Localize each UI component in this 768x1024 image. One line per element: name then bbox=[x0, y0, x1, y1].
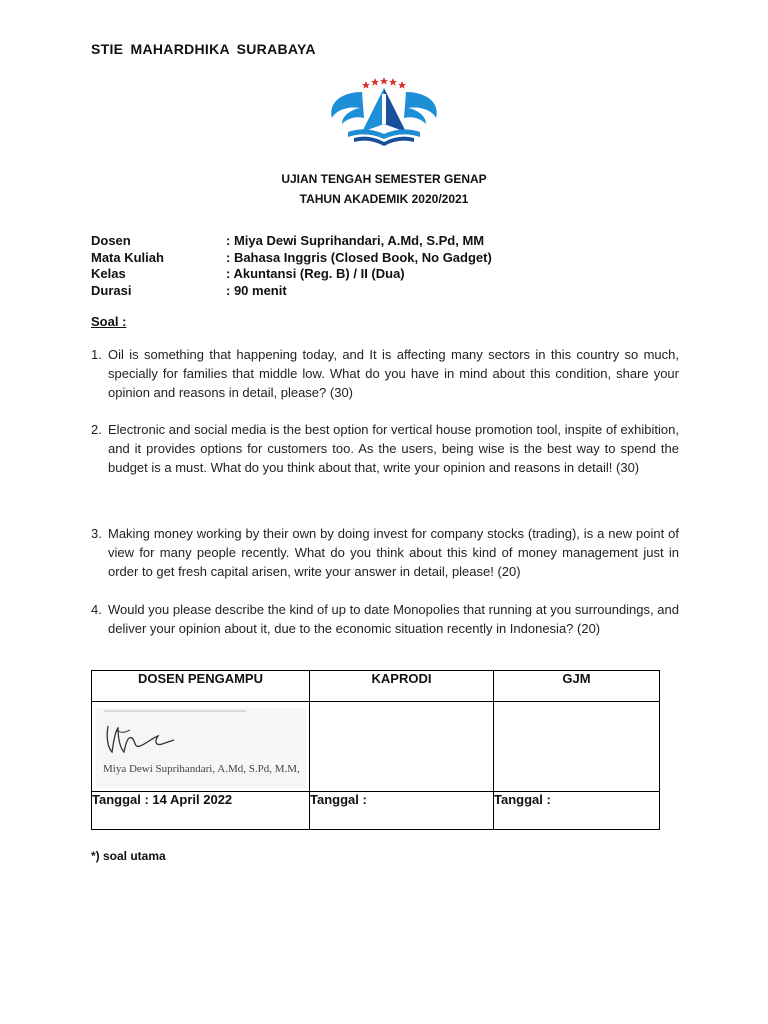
question-4 bbox=[91, 600, 679, 638]
signature-name: Miya Dewi Suprihandari, A.Md, S.Pd, M.M, bbox=[103, 763, 300, 775]
question-number: 3. bbox=[91, 526, 102, 541]
academic-year: TAHUN AKADEMIK 2020/2021 bbox=[299, 192, 469, 206]
header-kaprodi: KAPRODI bbox=[310, 671, 494, 702]
info-label: Durasi bbox=[91, 283, 132, 298]
question-number: 2. bbox=[91, 422, 102, 437]
question-text: Oil is something that happening today, and It is affecting many sectors in this country so much, specially for families that middle low. What do you have in mind about this condition, share your opinion and reasons in detail, please? (30) bbox=[108, 347, 679, 400]
date-dosen: Tanggal : 14 April 2022 bbox=[92, 792, 310, 830]
signature-cell-dosen bbox=[92, 702, 310, 792]
header-dosen-pengampu: DOSEN PENGAMPU bbox=[92, 671, 310, 702]
question-text: Electronic and social media is the best option for vertical house promotion tool, inspite of exhibition, and it provides options for customers too. As the users, being wise is the best way to spend the budget is a must. What do you think about that, write your opinion and reasons in detail! (30) bbox=[108, 422, 679, 475]
header-gjm: GJM bbox=[494, 671, 660, 702]
info-value: : Bahasa Inggris (Closed Book, No Gadget) bbox=[226, 250, 492, 265]
signature-table bbox=[91, 670, 660, 830]
date-gjm: Tanggal : bbox=[494, 792, 660, 830]
footnote: *) soal utama bbox=[91, 849, 166, 863]
question-text: Making money working by their own by doing invest for company stocks (trading), is a new point of view for many people recently. What do you think about this kind of money management just in order to get fresh capital arisen, write your answer in detail, please! (20) bbox=[108, 526, 679, 579]
info-label: Mata Kuliah bbox=[91, 250, 164, 265]
date-kaprodi: Tanggal : bbox=[310, 792, 494, 830]
soal-heading: Soal : bbox=[91, 314, 127, 329]
exam-title: UJIAN TENGAH SEMESTER GENAP bbox=[281, 172, 487, 186]
stars-icon bbox=[362, 77, 406, 89]
signature-row bbox=[92, 702, 660, 792]
info-label: Dosen bbox=[91, 233, 131, 248]
question-1 bbox=[91, 345, 679, 402]
signature-cell-gjm bbox=[494, 702, 660, 792]
question-3 bbox=[91, 524, 679, 581]
question-number: 4. bbox=[91, 602, 102, 617]
question-number: 1. bbox=[91, 347, 102, 362]
question-text: Would you please describe the kind of up to date Monopolies that running at you surroundings, and deliver your opinion about it, due to the economic situation recently in Indonesia? (20) bbox=[108, 602, 679, 636]
info-value: : Akuntansi (Reg. B) / II (Dua) bbox=[226, 266, 405, 281]
handwritten-signature-icon bbox=[96, 708, 306, 763]
date-row bbox=[92, 792, 660, 830]
institution-logo-icon bbox=[326, 74, 442, 146]
info-label: Kelas bbox=[91, 266, 126, 281]
info-value: : 90 menit bbox=[226, 283, 287, 298]
institution-name: STIE MAHARDHIKA SURABAYA bbox=[91, 41, 316, 57]
signature-image bbox=[96, 708, 306, 788]
info-value: : Miya Dewi Suprihandari, A.Md, S.Pd, MM bbox=[226, 233, 485, 248]
question-2 bbox=[91, 420, 679, 477]
signature-table-header bbox=[92, 671, 660, 702]
signature-cell-kaprodi bbox=[310, 702, 494, 792]
